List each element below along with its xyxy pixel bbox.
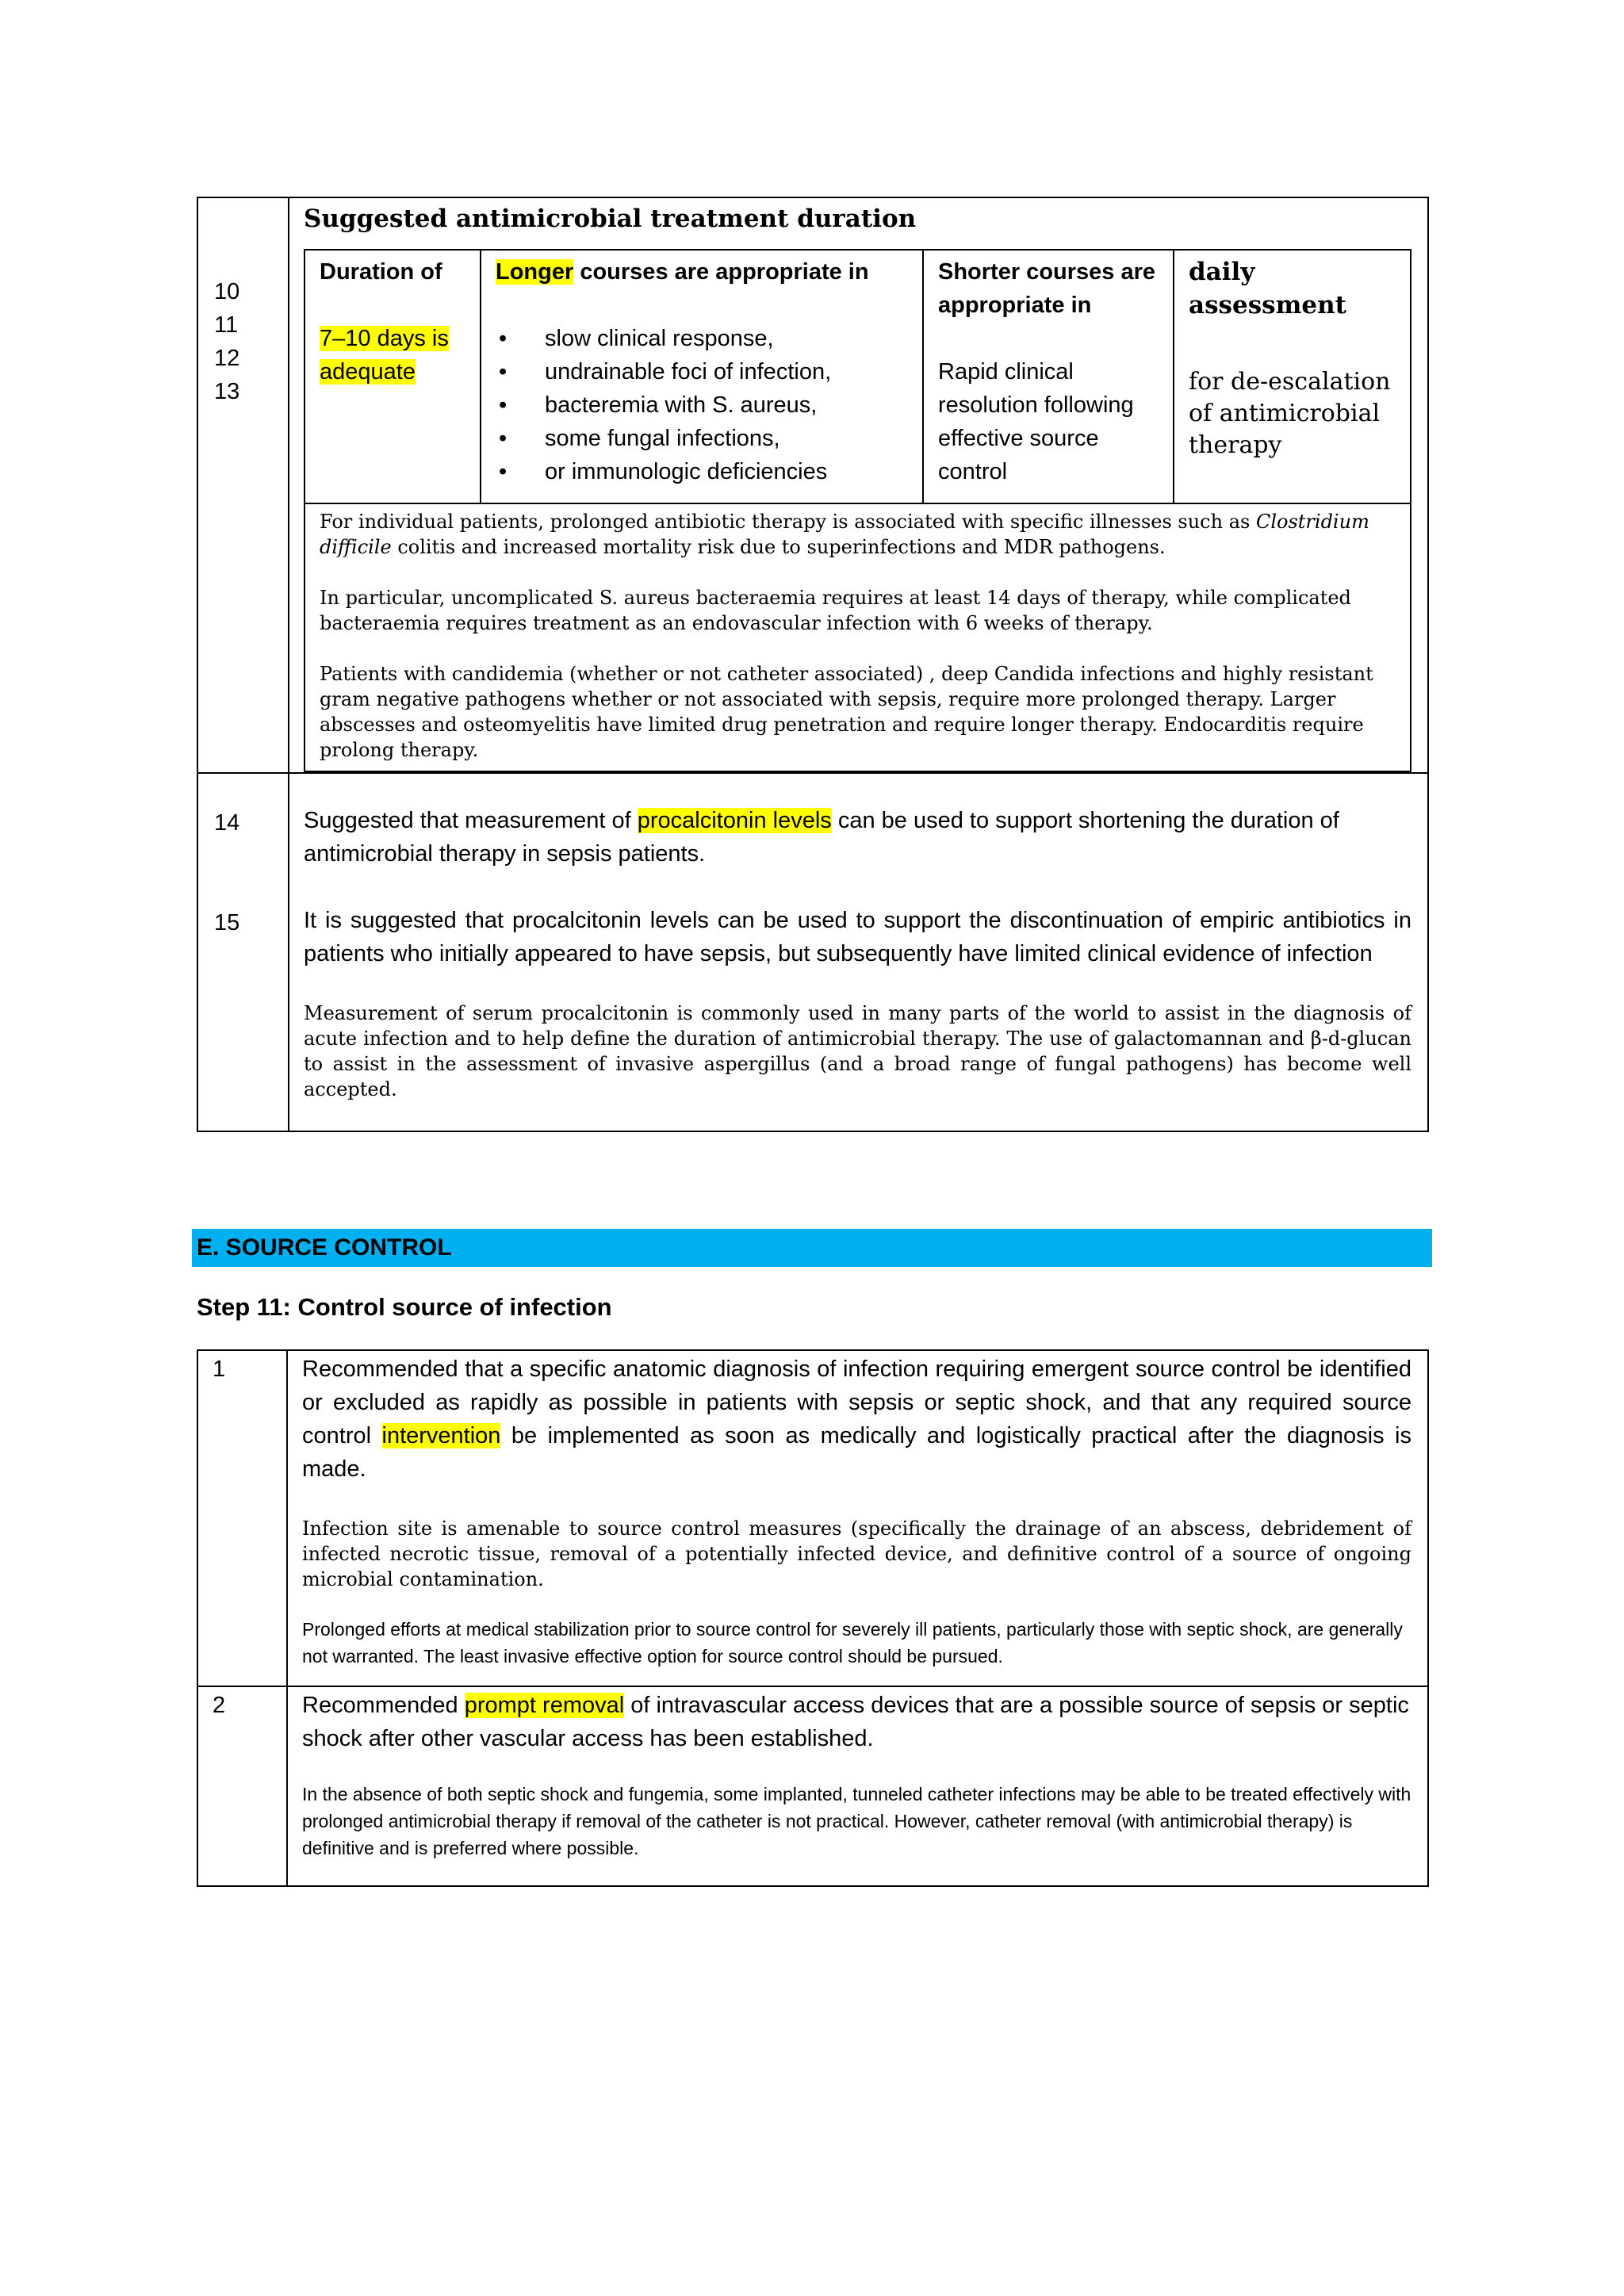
row-number: 13 — [214, 379, 240, 404]
shorter-body: Rapid clinical resolution following effective source control — [938, 359, 1134, 484]
table-row-14-15 — [197, 773, 1428, 1131]
procalcitonin-highlight: procalcitonin levels — [637, 808, 832, 833]
table-row-10-13 — [197, 197, 1428, 773]
table-title: Suggested antimicrobial treatment duration — [304, 205, 917, 233]
source-control-note: Infection site is amenable to source control measures (specifically the drainage of an abscess, debridement of infected necrotic tissue, removal of a potentially infected device, and definitive control of a source of ongoing microbial contamination. — [302, 1517, 1411, 1590]
row-number: 10 — [214, 279, 240, 304]
source-control-table — [197, 1349, 1429, 1887]
row-number-cell — [197, 1350, 287, 1686]
daily-assessment-header: daily assessment — [1189, 258, 1347, 320]
note-paragraph: In particular, uncomplicated S. aureus bacteraemia requires at least 14 days of therapy, while complicated bacteraemia requires treatment as an endovascular infection with 6 weeks of therapy. — [320, 587, 1351, 634]
section-heading: E. SOURCE CONTROL — [197, 1234, 452, 1261]
duration-value: 7–10 days is adequate — [320, 326, 449, 385]
row-number: 11 — [214, 312, 239, 338]
intervention-highlight: intervention — [381, 1423, 501, 1448]
note-paragraph: Patients with candidemia (whether or not catheter associated) , deep Candida infections and highly resistant gram negative pathogens whether or not associated with sepsis, require more prolonged therapy. Larger abscesses and osteomyelitis have limited drug penetration and require longer therapy. Endocarditis require prolong therapy. — [320, 663, 1373, 761]
row-number: 2 — [213, 1693, 226, 1718]
daily-assessment-column — [1174, 250, 1411, 503]
recommendation-1: Recommended that a specific anatomic diagnosis of infection requiring emergent source control be identified or excluded as rapidly as possible in patients with sepsis or septic shock, and that any required source control intervention be implemented as soon as medically and logistically practical after the diagnosis is made. — [302, 1357, 1411, 1482]
list-item: • undrainable foci of infection, — [496, 355, 908, 388]
row-number: 14 — [214, 810, 240, 836]
duration-notes — [304, 504, 1411, 772]
catheter-note: In the absence of both septic shock and fungemia, some implanted, tunneled catheter infections may be able to be treated effectively with prolonged antimicrobial therapy if removal of the catheter is not practical. However, catheter removal (with antimicrobial therapy) is definitive and is preferred where possible. — [302, 1784, 1411, 1858]
table-row-1 — [197, 1350, 1428, 1686]
stabilization-note: Prolonged efforts at medical stabilization prior to source control for severely ill patients, particularly those with septic shock, are generally not warranted. The least invasive effective option for source control should be pursued. — [302, 1619, 1403, 1667]
step-heading: Step 11: Control source of infection — [197, 1293, 612, 1321]
list-item: • slow clinical response, — [496, 322, 908, 355]
row-number-cell — [197, 197, 289, 773]
longer-header: courses are appropriate in — [573, 259, 869, 285]
row-number-cell — [197, 1686, 287, 1886]
duration-header: Duration of — [320, 259, 442, 285]
daily-assessment-body: for de-escalation of antimicrobial therapy — [1189, 368, 1391, 459]
list-item: • or immunologic deficiencies — [496, 455, 908, 488]
procalcitonin-note: Measurement of serum procalcitonin is commonly used in many parts of the world to assist in the diagnosis of acute infection and to help define the duration of antimicrobial therapy. The use of galactomannan and β-d-glucan to assist in the assessment of invasive aspergillus (and a broad range of fungal pathogens) has become well accepted. — [304, 1002, 1411, 1100]
duration-grid — [304, 249, 1411, 504]
row-content — [289, 197, 1428, 773]
duration-column — [304, 250, 481, 503]
row-number-cell — [197, 773, 289, 1131]
recommendation-14: Suggested that measurement of procalcitonin levels can be used to support shortening the duration of antimicrobial therapy in sepsis patients. — [304, 808, 1339, 867]
section-banner — [192, 1229, 1432, 1267]
shorter-courses-column — [923, 250, 1174, 503]
list-item: • bacteremia with S. aureus, — [496, 388, 908, 422]
longer-courses-list — [496, 322, 908, 488]
longer-courses-column — [481, 250, 923, 503]
recommendation-2: Recommended prompt removal of intravascular access devices that are a possible source of sepsis or septic shock after other vascular access has been established. — [302, 1693, 1409, 1751]
row-number: 15 — [214, 910, 240, 936]
row-number: 1 — [213, 1357, 226, 1382]
row-content — [289, 773, 1428, 1131]
table-row-2 — [197, 1686, 1428, 1886]
row-content — [287, 1686, 1428, 1886]
longer-highlight: Longer — [496, 259, 574, 285]
row-number: 12 — [214, 346, 240, 371]
recommendation-15: It is suggested that procalcitonin levels can be used to support the discontinuation of empiric antibiotics in patients who initially appeared to have sepsis, but subsequently have limited clinical evidence of infection — [304, 908, 1411, 966]
prompt-removal-highlight: prompt removal — [464, 1693, 625, 1718]
note-paragraph: For individual patients, prolonged antibiotic therapy is associated with specific illnesses such as Clostridium difficile colitis and increased mortality risk due to superinfections and MDR pathogens. — [320, 511, 1369, 558]
duration-table — [197, 197, 1429, 1132]
list-item: • some fungal infections, — [496, 422, 908, 455]
row-content — [287, 1350, 1428, 1686]
shorter-header: Shorter courses are appropriate in — [938, 259, 1156, 318]
